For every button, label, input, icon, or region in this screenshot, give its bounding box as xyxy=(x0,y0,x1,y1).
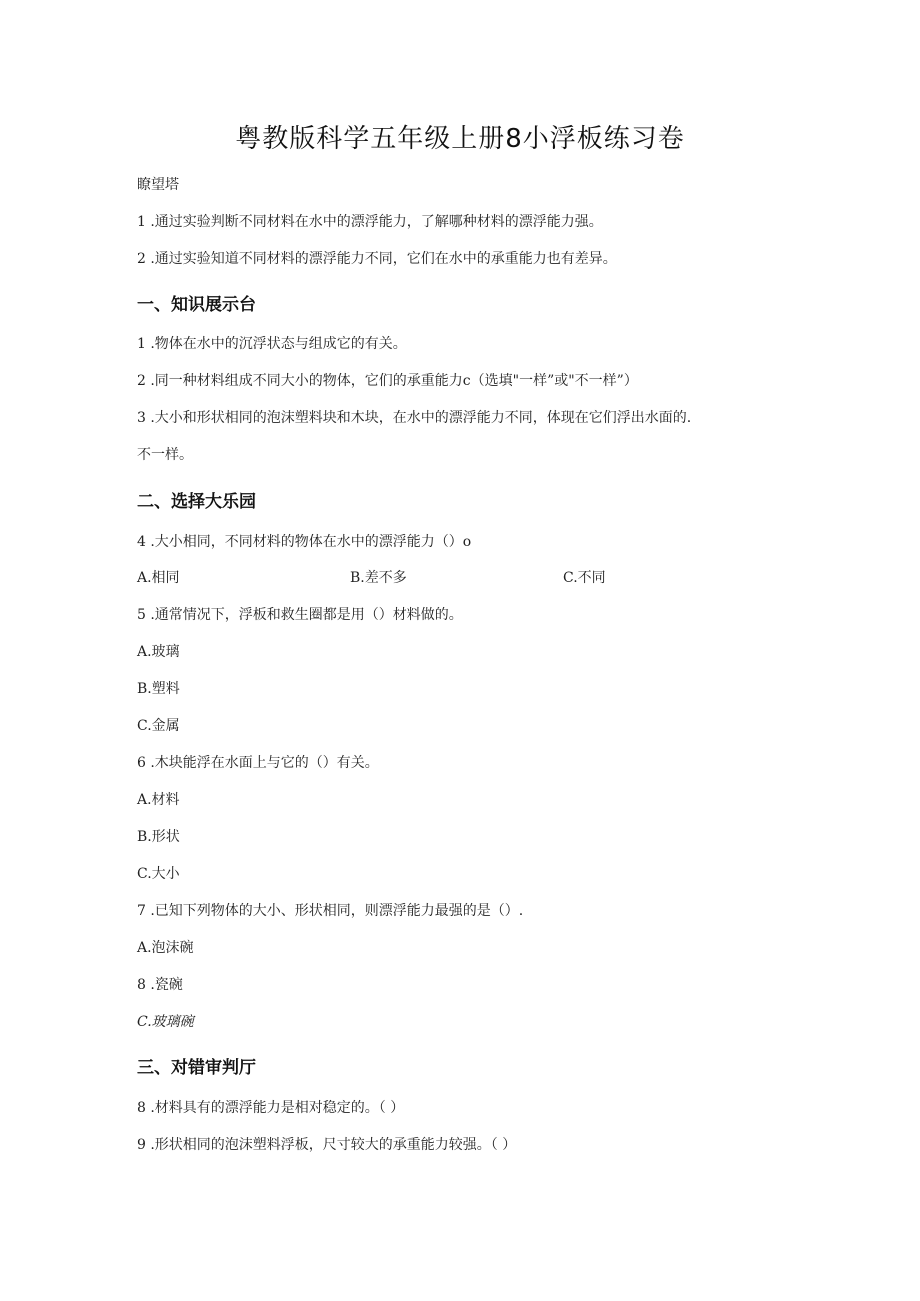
question-6-option-c: C.大小 xyxy=(137,866,180,882)
section-heading-choice: 二、选择大乐园 xyxy=(137,492,256,512)
fill-question-3: 3 .大小和形状相同的泡沫塑料块和木块，在水中的漂浮能力不同，体现在它们浮出水面的. xyxy=(137,410,692,426)
section-heading-true-false: 三、对错审判厅 xyxy=(137,1058,256,1078)
question-4-option-b: B.差不多 xyxy=(350,570,407,586)
question-5-option-a: A.玻璃 xyxy=(137,644,180,660)
judge-question-9: 9 .形状相同的泡沫塑料浮板，尺寸较大的承重能力较强。（ ） xyxy=(137,1137,517,1153)
question-5-option-b: B.塑料 xyxy=(137,681,180,697)
question-6-option-a: A.材料 xyxy=(137,792,180,808)
section-heading-knowledge: 一、知识展示台 xyxy=(137,295,256,315)
objective-2: 2 .通过实验知道不同材料的漂浮能力不同，它们在水中的承重能力也有差异。 xyxy=(137,251,617,267)
question-7-option-a: A.泡沫碗 xyxy=(137,940,194,956)
question-7: 7 .已知下列物体的大小、形状相同，则漂浮能力最强的是（）. xyxy=(137,903,524,919)
question-6: 6 .木块能浮在水面上与它的（）有关。 xyxy=(137,755,379,771)
question-4-option-c: C.不同 xyxy=(563,570,606,586)
fill-question-3-continued: 不一样。 xyxy=(137,447,193,463)
question-4-option-a: A.相同 xyxy=(137,570,180,586)
fill-question-2: 2 .同一种材料组成不同大小的物体，它们的承重能力c（选填"一样”或"不一样”） xyxy=(137,373,638,389)
question-7-option-b: 8 .瓷碗 xyxy=(137,977,183,993)
question-5: 5 .通常情况下，浮板和救生圈都是用（）材料做的。 xyxy=(137,607,463,623)
objective-1: 1 .通过实验判断不同材料在水中的漂浮能力，了解哪种材料的漂浮能力强。 xyxy=(137,214,603,230)
fill-question-1: 1 .物体在水中的沉浮状态与组成它的有关。 xyxy=(137,336,407,352)
question-4: 4 .大小相同，不同材料的物体在水中的漂浮能力（）o xyxy=(137,534,472,550)
question-5-option-c: C.金属 xyxy=(137,718,180,734)
question-7-option-c: C.玻璃碗 xyxy=(137,1014,194,1030)
page-title: 粤教版科学五年级上册8小浮板练习卷 xyxy=(235,124,685,154)
judge-question-8: 8 .材料具有的漂浮能力是相对稳定的。（ ） xyxy=(137,1100,405,1116)
question-6-option-b: B.形状 xyxy=(137,829,180,845)
subtitle: 瞭望塔 xyxy=(137,177,179,193)
